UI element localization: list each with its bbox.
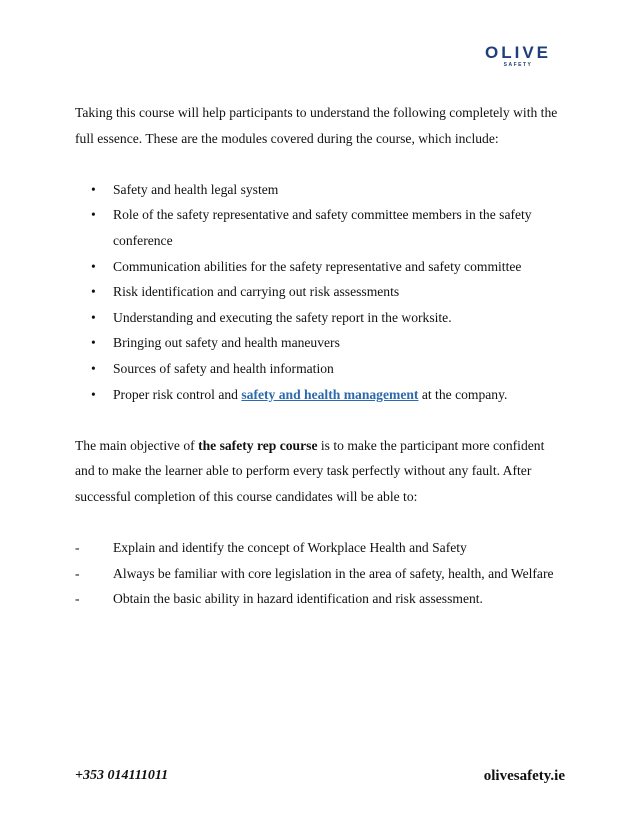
bullet-icon: •	[91, 284, 96, 300]
objective-bold-phrase: the safety rep course	[198, 437, 318, 453]
dash-marker: -	[75, 540, 80, 556]
list-item	[75, 330, 565, 356]
olive-safety-logo	[470, 44, 566, 68]
intro-paragraph: Taking this course will help participants to understand the following completely with the full essence. These are the modules covered during the course, which include:	[75, 105, 558, 146]
document-body	[75, 100, 565, 612]
list-item	[75, 382, 565, 408]
list-item	[75, 535, 565, 561]
safety-health-management-link[interactable]: safety and health management	[241, 386, 419, 402]
outcome-text: Obtain the basic ability in hazard identification and risk assessment.	[113, 591, 483, 607]
list-item	[75, 254, 565, 280]
bullet-icon: •	[91, 360, 96, 376]
objective-text-start: The main objective of	[75, 437, 199, 453]
objective-paragraph	[75, 433, 565, 510]
module-text: Safety and health legal system	[113, 181, 279, 197]
footer-website: olivesafety.ie	[483, 768, 565, 784]
list-item	[75, 356, 565, 382]
list-item	[75, 279, 565, 305]
list-item	[75, 202, 565, 253]
module-text: Risk identification and carrying out risk assessments	[113, 284, 400, 300]
module-text-after-link: at the company.	[418, 386, 508, 402]
bullet-icon: •	[91, 335, 96, 351]
bullet-icon: •	[91, 181, 96, 197]
objective-text-end: is to make the participant more confident and to make the learner able to perform every task perfectly without any fault. After successful completion of this course candidates will be able to:	[75, 437, 545, 504]
module-text-before-link: Proper risk control and	[113, 386, 242, 402]
dash-marker: -	[75, 591, 80, 607]
list-item	[75, 586, 565, 612]
list-item	[75, 305, 565, 331]
dash-marker: -	[75, 565, 80, 581]
bullet-icon: •	[91, 258, 96, 274]
logo-tagline-text: SAFETY	[503, 62, 533, 68]
module-text: Role of the safety representative and safety committee members in the safety conference	[113, 207, 532, 248]
module-text: Communication abilities for the safety representative and safety committee	[113, 258, 522, 274]
list-item	[75, 177, 565, 203]
bullet-icon: •	[91, 309, 96, 325]
outcomes-list	[75, 535, 565, 612]
module-text: Understanding and executing the safety report in the worksite.	[113, 309, 452, 325]
bullet-icon: •	[91, 386, 96, 402]
footer-phone: +353 014111011	[75, 768, 169, 783]
outcome-text: Explain and identify the concept of Workplace Health and Safety	[113, 540, 467, 556]
module-text: Bringing out safety and health maneuvers	[113, 335, 340, 351]
bullet-icon: •	[91, 207, 96, 223]
list-item	[75, 561, 565, 587]
module-text: Sources of safety and health information	[113, 360, 334, 376]
outcome-text: Always be familiar with core legislation in the area of safety, health, and Welfare	[113, 565, 554, 581]
logo-brand-text: OLIVE	[484, 44, 552, 62]
modules-list	[75, 177, 565, 407]
